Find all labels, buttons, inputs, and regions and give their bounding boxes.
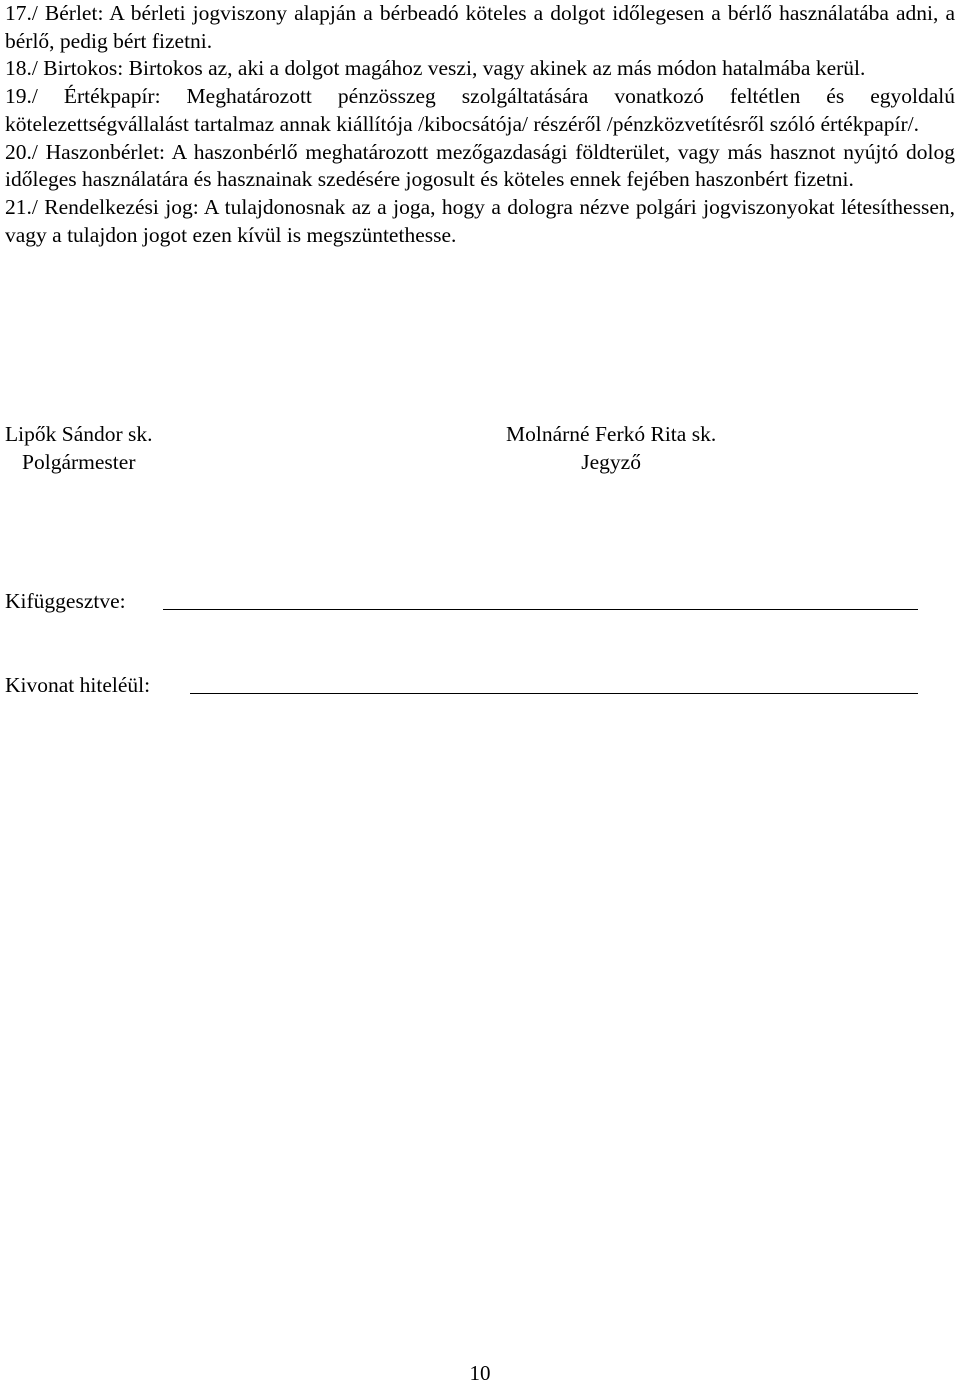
- definition-17: 17./ Bérlet: A bérleti jogviszony alapján a bérbeadó köteles a dolgot időlegesen a bérlő használatába adni, a bérlő, pedig bért fizetni.: [5, 1, 955, 53]
- posted-field-label: Kifüggesztve:: [5, 589, 126, 613]
- notary-title: Jegyző: [581, 450, 641, 474]
- definition-18: 18./ Birtokos: Birtokos az, aki a dolgot magához veszi, vagy akinek az más módon hatalmába kerül.: [5, 56, 866, 81]
- definitions-list: [5, 0, 955, 249]
- definition-21: 21./ Rendelkezési jog: A tulajdonosnak az a joga, hogy a dologra nézve polgári jogviszonyokat létesíthessen, vagy a tulajdon jogot ezen kívül is megszüntethesse.: [5, 194, 955, 247]
- certified-field-line: [190, 693, 918, 694]
- posted-field-line: [163, 609, 918, 610]
- definition-20: 20./ Haszonbérlet: A haszonbérlő meghatározott mezőgazdasági földterület, vagy más hasznot nyújtó dolog időleges használatára és hasznainak szedésére jogosult és köteles ennek fejében haszonbért fizetni.: [5, 139, 955, 192]
- mayor-signature-block: [5, 420, 153, 476]
- notary-name: Molnárné Ferkó Rita sk.: [506, 422, 717, 446]
- definition-19: 19./ Értékpapír: Meghatározott pénzösszeg szolgáltatására vonatkozó feltétlen és egyoldalú kötelezettségvállalást tartalmaz annak kiállítója /kibocsátója/ részéről /pénzközvetítésről szóló értékpapír/.: [5, 84, 955, 136]
- mayor-title: Polgármester: [22, 450, 136, 474]
- notary-signature-block: [506, 420, 716, 476]
- page-number: 10: [469, 1361, 491, 1385]
- certified-field-label: Kivonat hiteléül:: [5, 673, 151, 697]
- mayor-name: Lipők Sándor sk.: [5, 422, 153, 446]
